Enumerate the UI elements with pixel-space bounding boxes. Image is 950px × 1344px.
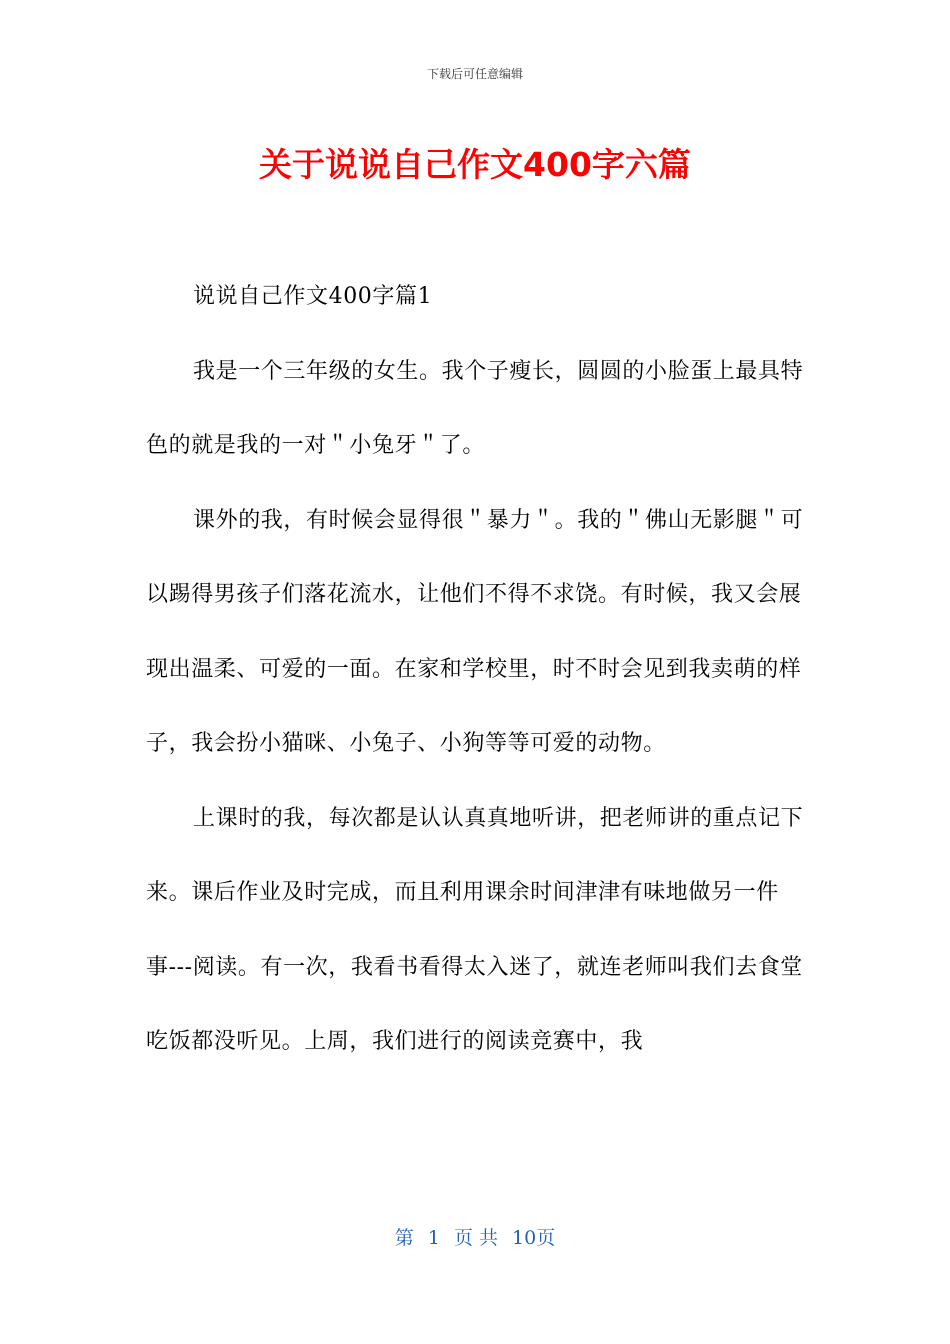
page-footer	[0, 1224, 950, 1252]
document-body	[146, 260, 806, 1080]
document-title: 关于说说自己作文400字六篇	[259, 145, 691, 184]
body-paragraph: 我是一个三年级的女生。我个子瘦长，圆圆的小脸蛋上最具特色的就是我的一对＂小兔牙＂了。	[146, 358, 804, 458]
current-page-number: 1	[427, 1227, 440, 1249]
page-label-prefix: 第	[394, 1227, 414, 1249]
body-paragraph: 上课时的我，每次都是认认真真地听讲，把老师讲的重点记下来。课后作业及时完成，而且利用课余时间津津有味地做另一件事---阅读。有一次，我看书看得太入迷了，就连老师叫我们去食堂吃饭都没听见。上周，我们进行的阅读竞赛中，我	[146, 805, 804, 1054]
section-heading: 说说自己作文400字篇1	[193, 284, 433, 309]
total-pages: 10页	[512, 1227, 556, 1249]
body-paragraph: 课外的我，有时候会显得很＂暴力＂。我的＂佛山无影腿＂可以踢得男孩子们落花流水，让他们不得不求饶。有时候，我又会展现出温柔、可爱的一面。在家和学校里，时不时会见到我卖萌的样子，我会扮小猫咪、小兔子、小狗等等可爱的动物。	[146, 507, 804, 756]
page-label-mid: 页 共	[453, 1227, 498, 1249]
page-header-note: 下载后可任意编辑	[426, 67, 523, 81]
